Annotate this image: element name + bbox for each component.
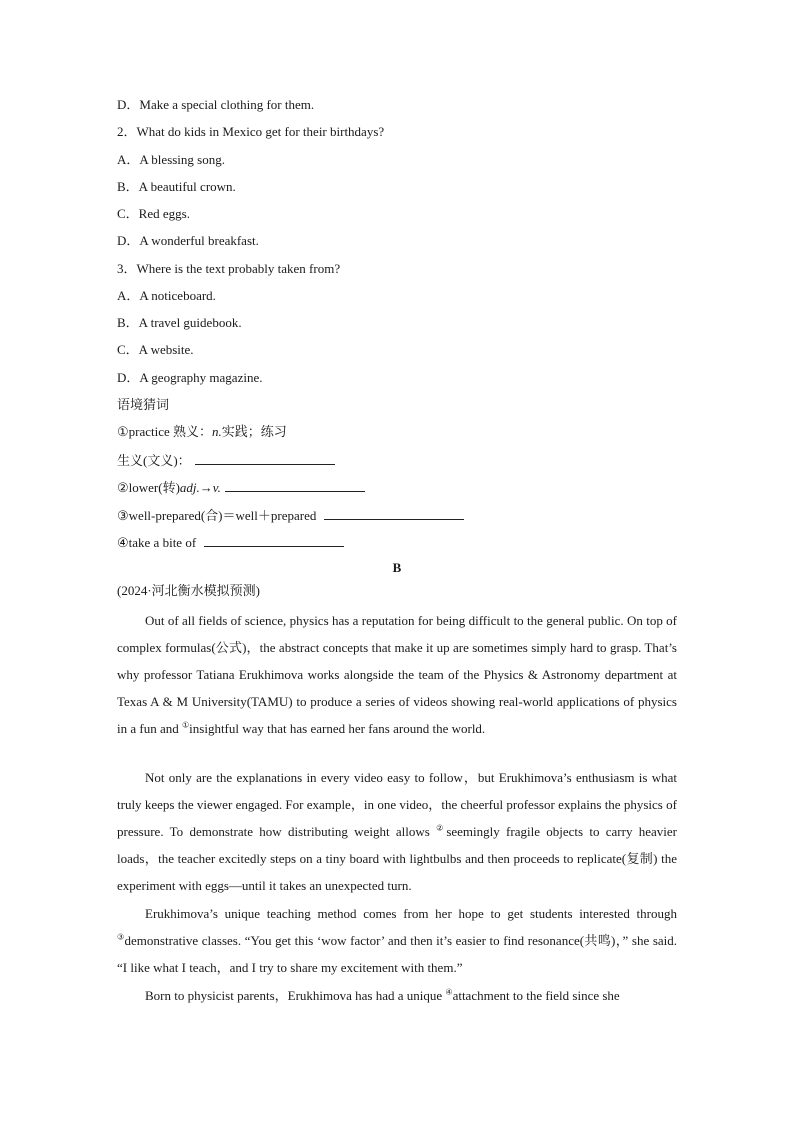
footnote-marker-4: ④ (445, 987, 453, 997)
q2-option-a: A．A blessing song. (117, 152, 225, 167)
q3-option-b: B．A travel guidebook. (117, 315, 242, 330)
footnote-marker-3: ③ (117, 932, 125, 942)
passage-paragraph-1 (117, 607, 677, 742)
answer-blank-2[interactable] (225, 479, 365, 492)
vocab-item-2 (117, 479, 365, 496)
vocab-item-2-pos-to: v. (212, 480, 221, 495)
passage-paragraph-3 (117, 900, 677, 981)
vocab-item-1-meaning: 实践；练习 (221, 424, 287, 439)
q2-option-d: D．A wonderful breakfast. (117, 233, 259, 248)
paragraph-4-text-b: attachment to the field since she (452, 988, 620, 1003)
q3-option-c: C．A website. (117, 342, 194, 357)
vocab-item-1-pos: n. (212, 424, 222, 439)
vocab-item-1-context-label: 生义(文义)： (117, 453, 191, 468)
vocab-item-4-word: ④take a bite of (117, 535, 197, 550)
paragraph-1-text-b: insightful way that has earned her fans around the world. (189, 721, 486, 736)
passage-paragraph-2 (117, 764, 677, 899)
passage-paragraph-4 (117, 982, 677, 1009)
paragraph-2-text-b: seemingly fragile objects to carry heavier loads，the teacher excitedly steps on a tiny board with lightbulbs and then proceeds to replicate(复制) the experiment with eggs—until it takes an unexpected turn. (117, 824, 678, 893)
paragraph-1-text-a: Out of all fields of science, physics has a reputation for being difficult to the general public. On top of complex formulas(公式)，the abstract concepts that make it up are sometimes simply hard to grasp. That’s why professor Tatiana Erukhimova works alongside the team of the Physics & Astronomy department at Texas A & M University(TAMU) to produce a series of videos showing real-world applications of physics in a fun and (117, 613, 677, 736)
q3-option-d: D．A geography magazine. (117, 370, 263, 385)
answer-blank-3[interactable] (324, 507, 464, 520)
q2-option-b: B．A beautiful crown. (117, 179, 236, 194)
q1-option-d: D．Make a special clothing for them. (117, 97, 315, 112)
vocab-title: 语境猜词 (117, 397, 170, 412)
paragraph-3-text-b: demonstrative classes. “You get this ‘wow factor’ and then it’s easier to find resonance(共鸣)，” she said. “I like what I teach，and I try to share my excitement with them.” (117, 933, 678, 975)
answer-blank-4[interactable] (204, 534, 344, 547)
vocab-item-1-word: ①practice 熟义： (117, 424, 213, 439)
vocab-item-1-context (117, 452, 335, 469)
vocab-item-1 (117, 424, 287, 440)
paragraph-3-text-a: Erukhimova’s unique teaching method comes from her hope to get students interested through (145, 906, 677, 921)
q3-stem: 3．Where is the text probably taken from? (117, 261, 341, 276)
answer-blank-1[interactable] (195, 452, 335, 465)
footnote-marker-1: ① (181, 720, 190, 730)
section-b-source: (2024·河北衡水模拟预测) (117, 583, 260, 598)
vocab-item-3-word: ③well-prepared(合)＝well＋prepared (117, 508, 317, 523)
vocab-item-4 (117, 534, 344, 551)
arrow-icon: → (199, 480, 213, 495)
vocab-item-2-pos-from: adj. (179, 480, 200, 495)
vocab-item-3 (117, 507, 464, 524)
q3-option-a: A．A noticeboard. (117, 288, 216, 303)
q2-option-c: C．Red eggs. (117, 206, 190, 221)
footnote-marker-2: ② (436, 823, 447, 833)
q2-stem: 2．What do kids in Mexico get for their birthdays? (117, 124, 385, 139)
vocab-item-2-word: ②lower(转) (117, 480, 180, 495)
paragraph-2-text-a: Not only are the explanations in every video easy to follow，but Erukhimova’s enthusiasm is what truly keeps the viewer engaged. For example，in one video，the cheerful professor explains the physics of pressure. To demonstrate how distributing weight allows (117, 770, 677, 839)
paragraph-4-text-a: Born to physicist parents，Erukhimova has had a unique (145, 988, 446, 1003)
section-b-title: B (392, 560, 402, 575)
